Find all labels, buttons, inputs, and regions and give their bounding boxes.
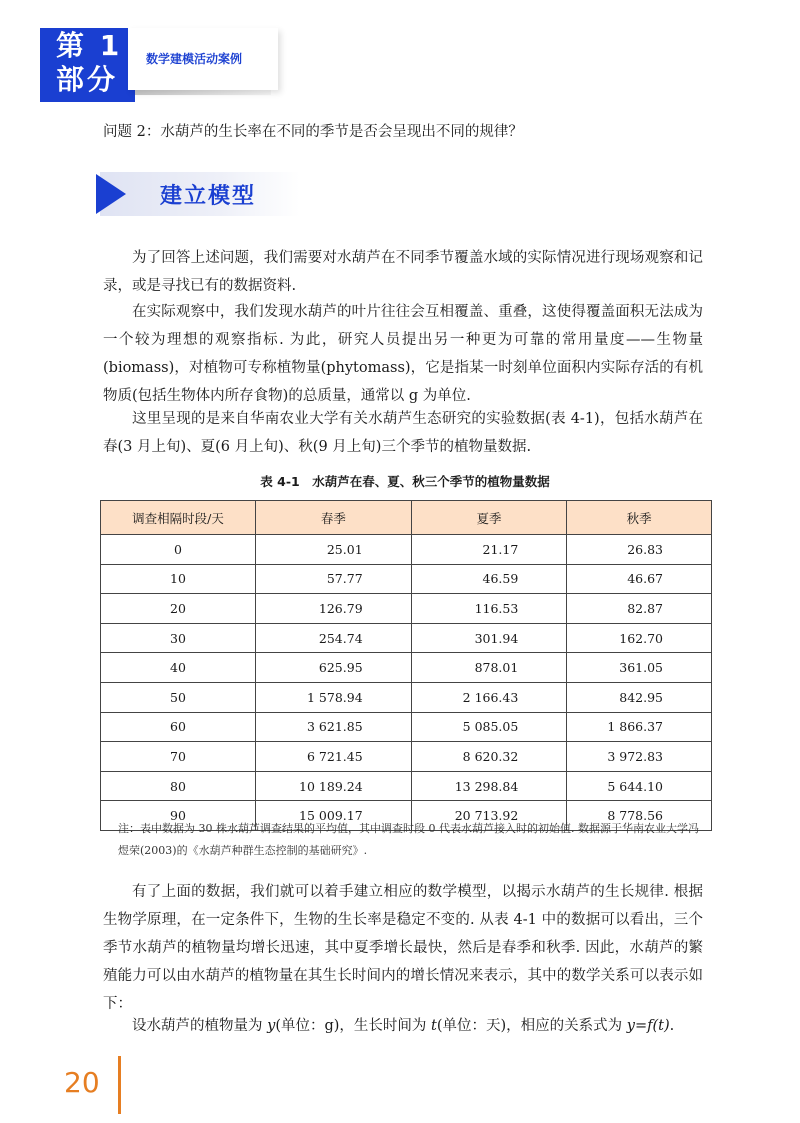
cell-spring: 6 721.45 (256, 742, 412, 772)
data-table (100, 500, 712, 831)
cell-spring: 126.79 (256, 594, 412, 624)
formula: y=f(t) (626, 1018, 670, 1034)
cell-interval: 90 (101, 801, 256, 831)
cell-interval: 70 (101, 742, 256, 772)
cell-summer: 8 620.32 (411, 742, 567, 772)
paragraph-5 (103, 1012, 703, 1040)
cell-spring: 1 578.94 (256, 682, 412, 712)
paragraph-3: 这里呈现的是来自华南农业大学有关水葫芦生态研究的实验数据(表 4-1)，包括水葫芦在春(3 月上旬)、夏(6 月上旬)、秋(9 月上旬)三个季节的植物量数据. (103, 411, 703, 455)
cell-spring: 3 621.85 (256, 712, 412, 742)
table-row (101, 712, 712, 742)
cell-summer: 21.17 (411, 535, 567, 565)
var-t: t (431, 1018, 437, 1034)
cell-autumn: 5 644.10 (567, 771, 712, 801)
page-number-bar (118, 1056, 121, 1114)
header-autumn: 秋季 (567, 501, 712, 535)
part-label-line1: 第 1 (56, 29, 123, 62)
part-label (56, 29, 122, 97)
header-summer: 夏季 (411, 501, 567, 535)
cell-spring: 10 189.24 (256, 771, 412, 801)
cell-autumn: 8 778.56 (567, 801, 712, 831)
cell-autumn: 842.95 (567, 682, 712, 712)
line-end: . (669, 1018, 675, 1034)
table-row (101, 682, 712, 712)
paragraph-1: 为了回答上述问题，我们需要对水葫芦在不同季节覆盖水域的实际情况进行现场观察和记录，或是寻找已有的数据资料. (103, 250, 703, 294)
cell-spring: 254.74 (256, 623, 412, 653)
cell-autumn: 162.70 (567, 623, 712, 653)
header-underline (40, 100, 135, 102)
cell-autumn: 3 972.83 (567, 742, 712, 772)
cell-spring: 57.77 (256, 564, 412, 594)
table-row (101, 623, 712, 653)
table-header-row (101, 501, 712, 535)
cell-summer: 46.59 (411, 564, 567, 594)
table-caption: 表 4-1 水葫芦在春、夏、秋三个季节的植物量数据 (260, 474, 550, 489)
cell-interval: 0 (101, 535, 256, 565)
header-spring: 春季 (256, 501, 412, 535)
page-number: 20 (64, 1066, 100, 1099)
cell-autumn: 46.67 (567, 564, 712, 594)
header-interval: 调查相隔时段/天 (101, 501, 256, 535)
cell-spring: 25.01 (256, 535, 412, 565)
cell-summer: 2 166.43 (411, 682, 567, 712)
table-row (101, 771, 712, 801)
cell-summer: 878.01 (411, 653, 567, 683)
part-label-line2: 部分 (56, 63, 119, 96)
table-note: 注：表中数据为 30 株水葫芦调查结果的平均值，其中调查时段 0 代表水葫芦接入时的初始值. 数据源于华南农业大学冯煜荣(2003)的《水葫芦种群生态控制的基础研究》. (118, 822, 699, 857)
section-title: 建立模型 (160, 184, 257, 209)
cell-spring: 625.95 (256, 653, 412, 683)
cell-interval: 20 (101, 594, 256, 624)
question-2: 问题 2：水葫芦的生长率在不同的季节是否会呈现出不同的规律？ (103, 124, 523, 140)
table-row (101, 594, 712, 624)
cell-summer: 20 713.92 (411, 801, 567, 831)
cell-autumn: 1 866.37 (567, 712, 712, 742)
cell-interval: 40 (101, 653, 256, 683)
cell-interval: 10 (101, 564, 256, 594)
table-row (101, 653, 712, 683)
cell-interval: 60 (101, 712, 256, 742)
table-row (101, 535, 712, 565)
line-mid2: (单位：天)，相应的关系式为 (436, 1018, 627, 1034)
series-title: 数学建模活动案例 (146, 52, 243, 66)
var-y: y (267, 1018, 276, 1034)
table-row (101, 742, 712, 772)
cell-interval: 80 (101, 771, 256, 801)
paragraph-2: 在实际观察中，我们发现水葫芦的叶片往往会互相覆盖、重叠，这使得覆盖面积无法成为一个较为理想的观察指标. 为此，研究人员提出另一种更为可靠的常用量度——生物量(biomass)，对植物可专称植物量(phytomass)，它是指某一时刻单位面积内实际存活的有机物质(包括生物体内所存食物)的总质量，通常以 g 为单位. (103, 304, 703, 404)
cell-summer: 301.94 (411, 623, 567, 653)
paragraph-4: 有了上面的数据，我们就可以着手建立相应的数学模型，以揭示水葫芦的生长规律. 根据生物学原理，在一定条件下，生物的生长率是稳定不变的. 从表 4-1 中的数据可以看出，三个季节水葫芦的植物量均增长迅速，其中夏季增长最快，然后是春季和秋季. 因此，水葫芦的繁殖能力可以由水葫芦的植物量在其生长时间内的增长情况来表示，其中的数学关系可以表示如下： (103, 884, 703, 1012)
cell-interval: 30 (101, 623, 256, 653)
line-prefix: 设水葫芦的植物量为 (132, 1018, 268, 1034)
cell-autumn: 82.87 (567, 594, 712, 624)
cell-autumn: 26.83 (567, 535, 712, 565)
cell-summer: 116.53 (411, 594, 567, 624)
cell-interval: 50 (101, 682, 256, 712)
cell-summer: 13 298.84 (411, 771, 567, 801)
cell-spring: 15 009.17 (256, 801, 412, 831)
line-mid1: (单位：g)，生长时间为 (275, 1018, 432, 1034)
table-row (101, 564, 712, 594)
section-arrow-icon (96, 174, 126, 214)
cell-autumn: 361.05 (567, 653, 712, 683)
cell-summer: 5 085.05 (411, 712, 567, 742)
